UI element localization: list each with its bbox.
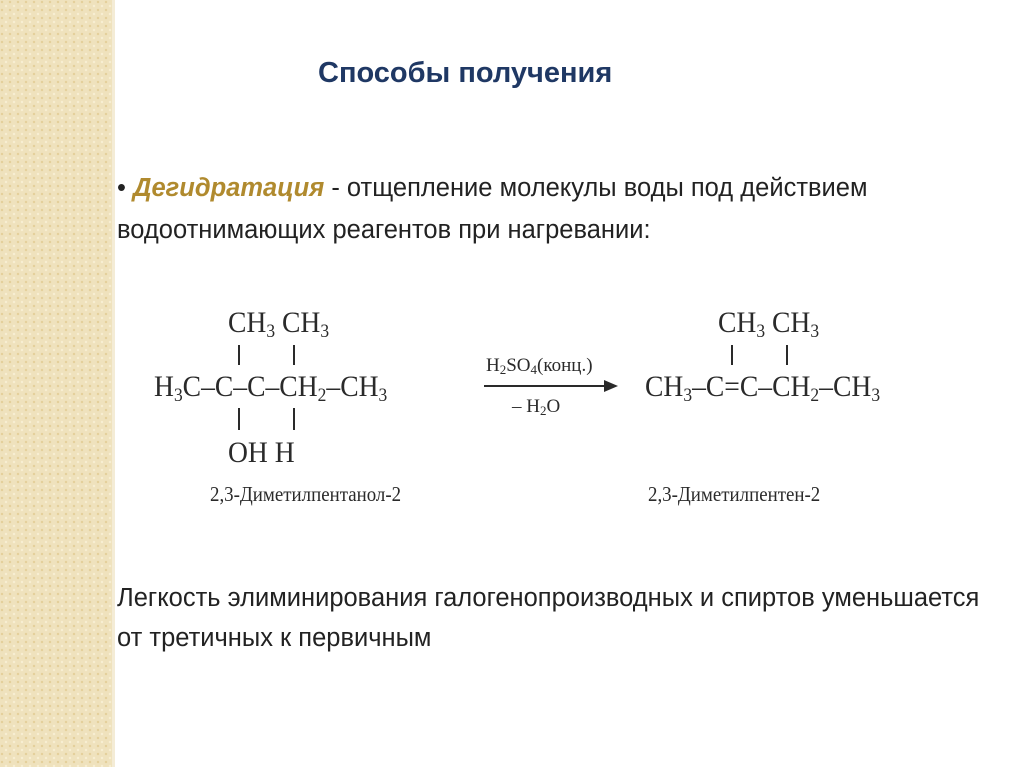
reactant-bond-c2-oh [238, 408, 240, 430]
product-main-chain: $CH_3-C=C-CH_2-CH_3$ [645, 370, 881, 406]
slide-title: Способы получения [318, 57, 613, 89]
reactant-bond-c3-h [293, 408, 295, 430]
bullet-definition: - отщепление молекулы воды под действием водоотнимающих реагентов при нагревании: [117, 174, 868, 244]
reactant-bottom-groups: OH H [228, 436, 295, 469]
arrow-head [604, 380, 618, 392]
reactant-top-groups: $CH_3$ $CH_3$ [228, 306, 330, 342]
reactant-name: 2,3-Диметилпентанол-2 [210, 482, 402, 506]
product-bond-c2-methyl [731, 345, 733, 365]
bullet-paragraph [117, 167, 1007, 251]
elimination-note: Легкость элиминирования галогенопроизводных и спиртов уменьшается от третичных к первичным [117, 584, 980, 652]
decorative-side-band [0, 0, 112, 767]
product-bond-c3-methyl [786, 345, 788, 365]
reactant-main-chain: $H_3C-C-C-CH_2-CH_3$ [154, 370, 388, 406]
reaction-scheme [140, 290, 960, 530]
arrow-conditions-above: $H_2SO_4(конц.)$ [486, 355, 593, 377]
side-band-edge [112, 0, 115, 767]
term-dehydration: Дегидратация [133, 174, 325, 202]
arrow-conditions-below: – $H_2O$ [512, 396, 561, 418]
reactant-bond-c2-methyl [238, 345, 240, 365]
product-name: 2,3-Диметилпентен-2 [648, 482, 821, 506]
bullet-marker: • [117, 174, 126, 202]
arrow-shaft [484, 385, 606, 387]
product-top-groups: $CH_3$ $CH_3$ [718, 306, 820, 342]
reactant-bond-c3-methyl [293, 345, 295, 365]
